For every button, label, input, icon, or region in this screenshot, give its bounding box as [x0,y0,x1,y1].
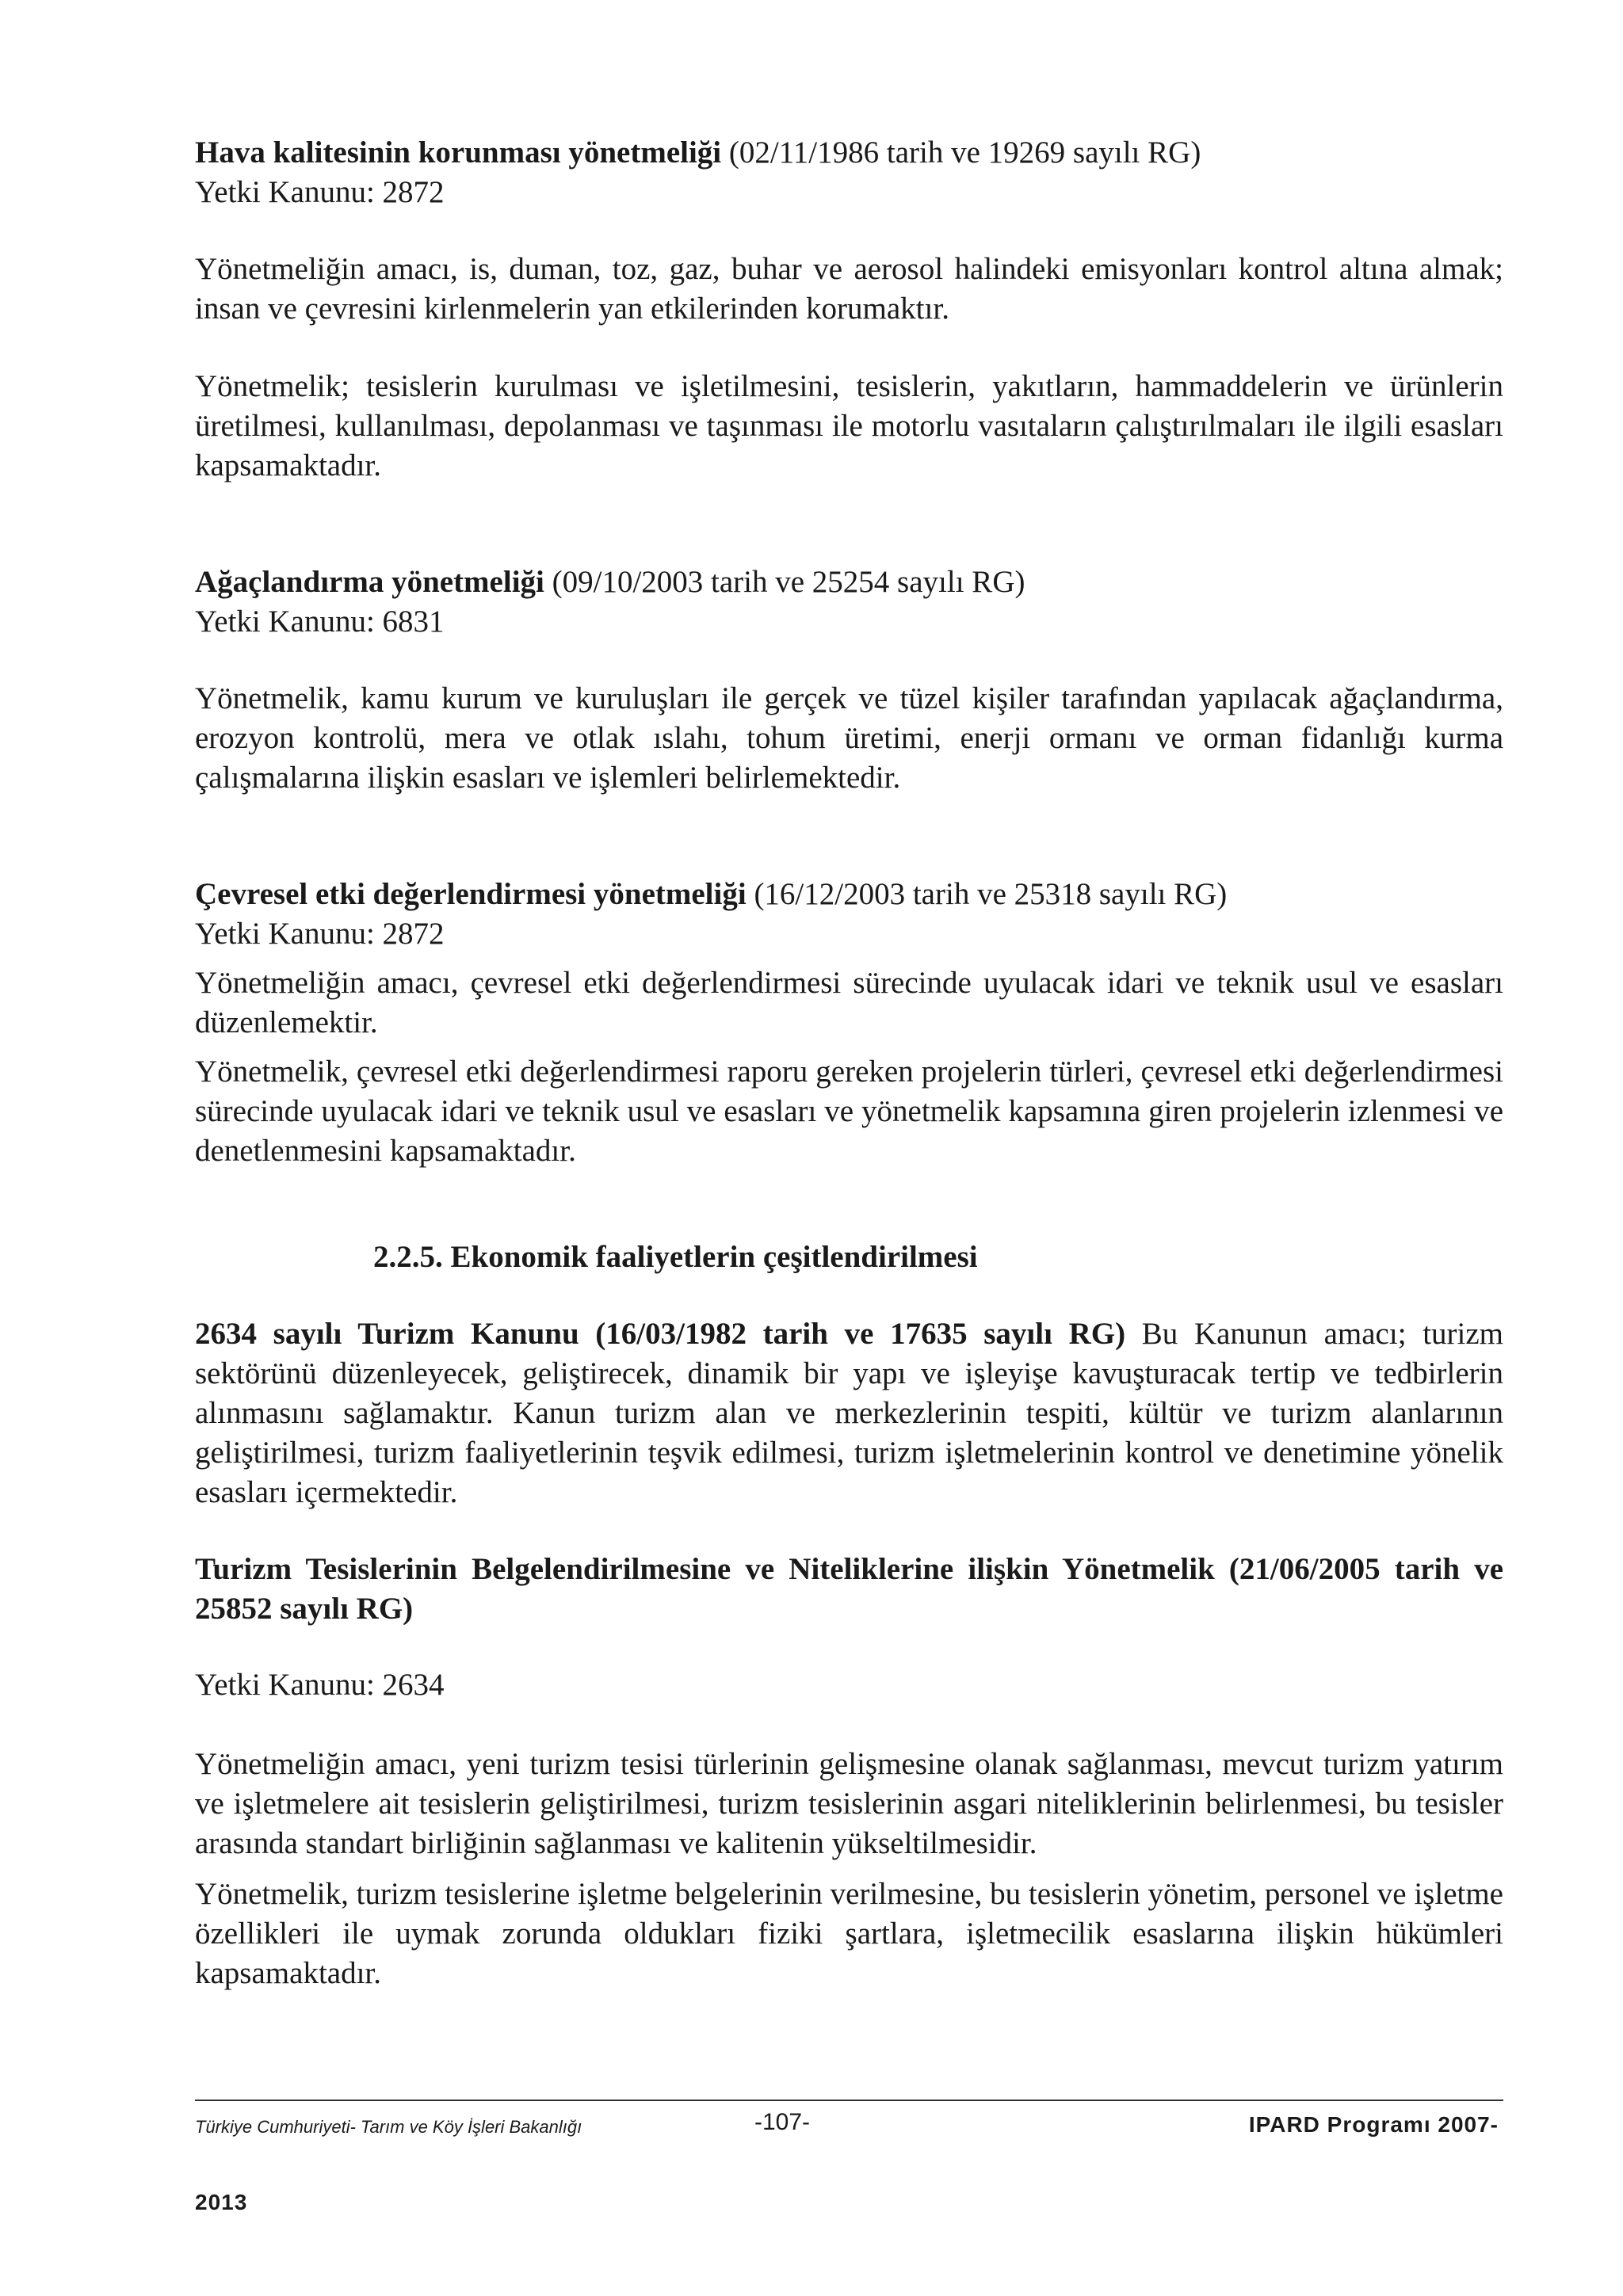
heading-reference: (16/12/2003 tarih ve 25318 sayılı RG) [746,877,1228,911]
section-heading [195,875,1503,914]
authority-line: Yetki Kanunu: 2634 [195,1668,445,1702]
heading-reference: (02/11/1986 tarih ve 19269 sayılı RG) [721,135,1201,170]
section-heading [195,563,1503,602]
footer-divider [195,2100,1503,2101]
paragraph: Yönetmelik; tesislerin kurulması ve işletilmesini, tesislerin, yakıtların, hammaddelerin ve ürünlerin üretilmesi, kullanılması, depolanması ve taşınması ile motorlu vasıtaların çalıştırılmaları ile ilgili esasları kapsamaktadır. [195,369,1503,482]
paragraph: Yönetmeliğin amacı, çevresel etki değerlendirmesi sürecinde uyulacak idari ve teknik usul ve esasları düzenlemektir. [195,966,1503,1039]
authority-line: Yetki Kanunu: 2872 [195,917,445,951]
footer-ministry: Türkiye Cumhuriyeti- Tarım ve Köy İşleri Bakanlığı [195,2117,582,2137]
page-number: -107- [754,2109,811,2135]
page-body [195,133,1503,1993]
paragraph: Yönetmelik, kamu kurum ve kuruluşları ile gerçek ve tüzel kişiler tarafından yapılacak ağaçlandırma, erozyon kontrolü, mera ve otlak ıslahı, tohum üretimi, enerji ormanı ve orman fidanlığı kurma çalışmalarına ilişkin esasları ve işlemleri belirlemektedir. [195,681,1503,795]
law-title: 2634 sayılı Turizm Kanunu (16/03/1982 tarih ve 17635 sayılı RG) [195,1317,1126,1351]
authority-line: Yetki Kanunu: 6831 [195,605,445,639]
paragraph: Yönetmeliğin amacı, yeni turizm tesisi türlerinin gelişmesine olanak sağlanması, mevcut turizm yatırım ve işletmelere ait tesislerin geliştirilmesi, turizm tesislerinin asgari niteliklerinin belirlenmesi, bu tesisler arasında standart birliğinin sağlanması ve kalitenin yükseltilmesidir. [195,1747,1503,1860]
paragraph: Yönetmelik, turizm tesislerine işletme belgelerinin verilmesine, bu tesislerin yönetim, personel ve işletme özellikleri ile uymak zorunda oldukları fiziki şartlara, işletmecilik esaslarına ilişkin hükümleri kapsamaktadır. [195,1877,1503,1990]
section-heading: Turizm Tesislerinin Belgelendirilmesine ve Niteliklerine ilişkin Yönetmelik (21/06/2005 tarih ve 25852 sayılı RG) [195,1552,1503,1626]
heading-title: Çevresel etki değerlendirmesi yönetmeliği [195,877,747,911]
paragraph [195,1314,1503,1512]
subsection-title: 2.2.5. Ekonomik faaliyetlerin çeşitlendirilmesi [373,1240,978,1274]
paragraph: Yönetmeliğin amacı, is, duman, toz, gaz, buhar ve aerosol halindeki emisyonları kontrol altına almak; insan ve çevresini kirlenmelerin yan etkilerinden korumaktır. [195,252,1503,326]
law-description: Bu Kanunun amacı; turizm sektörünü düzenleyecek, geliştirecek, dinamik bir yapı ve işleyişe kavuşturacak tertip ve tedbirlerin alınmasını sağlamaktır. Kanun turizm alan ve merkezlerinin tespiti, kültür ve turizm alanlarının geliştirilmesi, turizm faaliyetlerinin teşvik edilmesi, turizm işletmelerinin kontrol ve denetimine yönelik esasları içermektedir. [195,1317,1504,1509]
heading-title: Ağaçlandırma yönetmeliği [195,565,544,599]
authority-line: Yetki Kanunu: 2872 [195,175,445,209]
section-heading [195,133,1503,173]
footer-program: IPARD Programı 2007- [1248,2112,1499,2137]
footer-year: 2013 [195,2190,248,2214]
heading-reference: (09/10/2003 tarih ve 25254 sayılı RG) [544,565,1025,599]
paragraph: Yönetmelik, çevresel etki değerlendirmesi raporu gereken projelerin türleri, çevresel etki değerlendirmesi sürecinde uyulacak idari ve teknik usul ve esasları ve yönetmelik kapsamına giren projelerin izlenmesi ve denetlenmesini kapsamaktadır. [195,1055,1503,1168]
page-footer [195,2106,1503,2153]
heading-title: Hava kalitesinin korunması yönetmeliği [195,135,722,170]
